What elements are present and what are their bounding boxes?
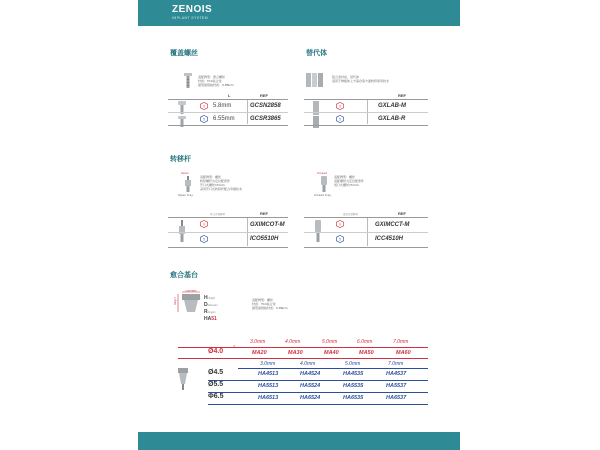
hex-blue-icon	[200, 235, 208, 243]
blue-code-3-3: HA6535	[343, 395, 364, 401]
blue-diameter-2: Ø5.5	[208, 381, 224, 388]
cover-screw-image	[184, 73, 192, 93]
open-tray-caption: Open tray	[178, 193, 193, 197]
closed-transfer-row-image	[312, 220, 324, 246]
diagram-label-height: Height	[174, 297, 177, 305]
cover-screw-title: 覆盖螺丝	[170, 49, 198, 57]
healing-abutment-row-image	[178, 368, 188, 394]
analog-ref-1: GXLAB-M	[378, 103, 406, 109]
catalog-page	[138, 0, 460, 450]
open-transfer-row-image	[176, 220, 188, 246]
hex-blue-icon	[200, 115, 208, 123]
blue-code-3-4: HA6537	[386, 395, 407, 401]
hex-blue-icon	[336, 115, 344, 123]
legend-ha: HA51	[204, 316, 217, 322]
closed-col-ref: REF	[398, 211, 406, 216]
red-code-5: MA60	[396, 350, 411, 356]
blue-height-4: 7.0mm	[388, 361, 404, 367]
cover-screw-ref-1: GCSN2858	[250, 103, 281, 109]
healing-abutment-desc: 适配牌型：螺丝 材质：TC4钛合金 最低值规格材质：0.8Ncm	[252, 298, 288, 310]
svg-text:3: 3	[338, 222, 342, 227]
red-code-4: MA50	[359, 350, 374, 356]
open-col-type: 开口式转移杆	[210, 213, 226, 216]
closed-rule-top	[304, 217, 428, 218]
closed-rule-bottom	[304, 247, 428, 248]
analog-desc: 铝合金材质，替代体 适用于种植体上方基台等方面转移使用技术	[332, 75, 390, 83]
cover-screw-row-rule	[168, 112, 288, 113]
open-row-rule	[168, 232, 288, 233]
analog-ref-2: GXLAB-R	[378, 116, 406, 122]
red-height-2: 4.0mm	[285, 339, 301, 345]
legend-h: HHeight	[204, 295, 215, 301]
analog-rule-bottom	[304, 125, 428, 126]
footer-bar	[138, 432, 460, 450]
analog-image	[306, 72, 324, 91]
open-transfer-desc: 适配牌型：螺丝 转移螺杆为定位配套件 开口式螺丝15mm 采用开口式转移杆配合印模技术	[200, 175, 243, 191]
hex-red-icon	[336, 220, 344, 228]
svg-text:5: 5	[338, 117, 342, 122]
hex-red-icon	[200, 102, 208, 110]
cover-screw-col-L: L	[228, 93, 231, 98]
blue-code-1-4: HA4537	[386, 371, 407, 377]
red-row-rule-bottom	[178, 358, 428, 359]
blue-rule-head	[238, 368, 428, 369]
red-code-1: MA20	[252, 350, 267, 356]
blue-diameter-1: Ø4.5	[208, 369, 224, 376]
hex-red-icon	[200, 220, 208, 228]
cover-screw-rule-bottom	[168, 125, 288, 126]
brand-subtitle: IMPLANT SYSTEM	[172, 16, 209, 20]
blue-code-2-3: HA5535	[343, 383, 364, 389]
closed-ref-1: GXIMCCT-M	[375, 222, 410, 228]
blue-rule-3	[208, 404, 428, 405]
red-height-4: 6.0mm	[357, 339, 373, 345]
open-ref-2: ICO5510H	[250, 236, 279, 242]
hex-red-icon	[336, 102, 344, 110]
blue-code-1-1: HA4513	[258, 371, 279, 377]
diagram-label-diameter: Diameter	[185, 290, 197, 293]
svg-text:5: 5	[202, 237, 206, 242]
open-col-ref: REF	[260, 211, 268, 216]
blue-height-1: 3.0mm	[260, 361, 276, 367]
brand-logo: ZENOIS	[172, 4, 213, 15]
open-ref-1: GXIMCOT-M	[250, 222, 285, 228]
red-height-1: 3.0mm	[250, 339, 266, 345]
red-code-2: MA30	[288, 350, 303, 356]
svg-text:5: 5	[338, 237, 342, 242]
blue-code-2-2: HA5524	[300, 383, 321, 389]
cover-screw-col-ref: REF	[260, 93, 268, 98]
cover-screw-length-1: 5.8mm	[213, 103, 232, 109]
analog-rule-top	[304, 99, 428, 100]
svg-text:3: 3	[338, 104, 342, 109]
red-height-5: 7.0mm	[393, 339, 409, 345]
closed-ref-2: ICC4510H	[375, 236, 404, 242]
blue-code-2-1: HA5513	[258, 383, 279, 389]
cover-screw-length-2: 6.55mm	[213, 116, 235, 122]
blue-code-1-2: HA4524	[300, 371, 321, 377]
blue-diameter-3: Φ6.5	[208, 393, 224, 400]
closed-tray-caption: Closed tray	[314, 193, 332, 197]
blue-rule-2	[208, 392, 428, 393]
hex-blue-icon	[336, 235, 344, 243]
closed-row-rule	[304, 232, 428, 233]
closed-transfer-desc: 适配牌型：螺丝 适配螺丝为定位配套件 闭口式螺丝15mm	[334, 175, 365, 187]
svg-text:5: 5	[202, 117, 206, 122]
blue-code-2-4: HA5537	[386, 383, 407, 389]
analog-row-rule	[304, 112, 428, 113]
blue-code-3-2: HA6524	[300, 395, 321, 401]
open-tag: Open	[181, 171, 190, 175]
healing-abutment-title: 愈合基台	[170, 271, 198, 279]
analog-title: 替代体	[306, 49, 327, 57]
cover-screw-row-image-2	[178, 113, 186, 132]
blue-rule-1	[208, 380, 428, 381]
cover-screw-ref-2: GCSR3865	[250, 116, 281, 122]
transfer-title: 转移杆	[170, 155, 191, 163]
header-bar	[138, 0, 460, 26]
red-height-label: 高	[233, 345, 236, 348]
red-code-3: MA40	[324, 350, 339, 356]
cover-screw-desc: 适配牌型：愈合螺丝 材质：TC4钛合金 最低值规格材质：0.8Ncm	[198, 75, 234, 87]
analog-col-ref: REF	[398, 93, 406, 98]
blue-code-1-3: HA4535	[343, 371, 364, 377]
legend-d: DDiameter	[204, 302, 218, 308]
closed-col-type: 闭合式转移杆	[343, 213, 359, 216]
open-rule-top	[168, 217, 288, 218]
red-height-3: 5.0mm	[322, 339, 338, 345]
blue-code-3-1: HA6513	[258, 395, 279, 401]
cover-screw-rule-top	[168, 99, 288, 100]
blue-height-2: 4.0mm	[300, 361, 316, 367]
svg-text:3: 3	[202, 222, 206, 227]
blue-height-3: 5.0mm	[345, 361, 361, 367]
analog-row-image-2	[313, 113, 319, 132]
open-rule-bottom	[168, 247, 288, 248]
red-diameter: Ø4.0	[208, 348, 224, 355]
closed-tag: Closed	[317, 171, 328, 175]
legend-r: RRegion	[204, 309, 216, 315]
svg-text:3: 3	[202, 104, 206, 109]
